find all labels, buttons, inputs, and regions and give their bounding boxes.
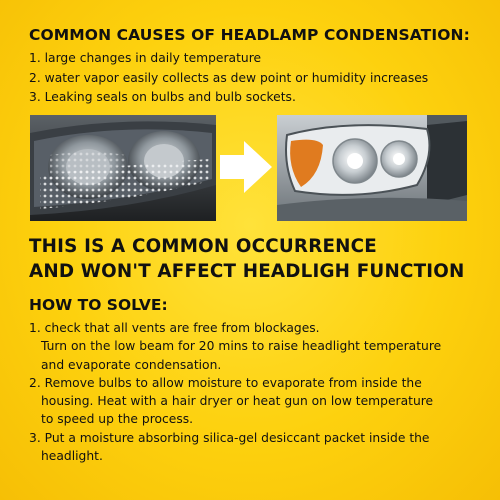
foggy-headlight-photo [30,115,216,221]
right-arrow-icon [218,137,274,197]
list-item [29,319,441,374]
list-item [29,374,441,429]
clear-headlight-photo [277,115,467,221]
list-item [29,429,441,466]
list-item: 1. large changes in daily temperature [29,51,262,65]
step-line: 3. Put a moisture absorbing silica-gel desiccant packet inside the [29,430,430,445]
step-line: headlight. [41,449,103,464]
step-line: 1. check that all vents are free from blockages. [29,321,320,335]
causes-list [29,49,428,108]
step-line: to speed up the process. [41,412,194,427]
step-line: housing. Heat with a hair dryer or heat gun on low temperature [41,394,434,409]
steps-list [29,319,441,465]
step-line: Turn on the low beam for 20 mins to raise headlight temperature [41,339,442,354]
statement-line-2: AND WON'T AFFECT HEADLIGH FUNCTION [29,261,465,282]
step-line: 2. Remove bulbs to allow moisture to evaporate from inside the [29,375,422,390]
list-item: 3. Leaking seals on bulbs and bulb sockets. [29,90,296,104]
solve-heading: HOW TO SOLVE: [29,296,168,314]
statement-line-1: THIS IS A COMMON OCCURRENCE [29,236,377,257]
page-title: COMMON CAUSES OF HEADLAMP CONDENSATION: [29,26,470,44]
step-line: and evaporate condensation. [41,357,222,372]
list-item: 2. water vapor easily collects as dew point or humidity increases [29,70,429,85]
